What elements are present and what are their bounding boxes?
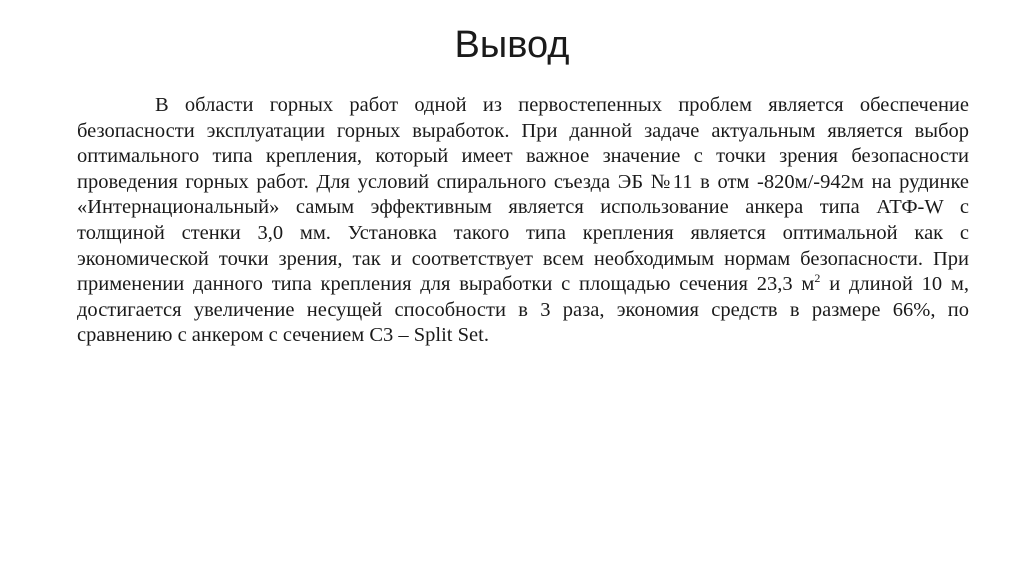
slide-title: Вывод (454, 24, 570, 66)
conclusion-paragraph (77, 93, 969, 349)
area-unit-superscript: 2 (814, 271, 821, 286)
paragraph-text-part-1: В области горных работ одной из первостепенных проблем является обеспечение безопасности эксплуатации горных выработок. При данной задаче актуальным является выбор оптимального типа крепления, который имеет важное значение с точки зрения безопасности проведения горных работ. Для условий спирального съезда ЭБ №11 в отм -820м/-942м на рудинке «Интернациональный» самым эффективным является использование анкера типа АТФ-W с толщиной стенки 3,0 мм. Установка такого типа крепления является оптимальной как с экономической точки зрения, так и соответствует всем необходимым нормам безопасности. При применении данного типа крепления для выработки с площадью сечения 23,3 м (77, 94, 969, 296)
paragraph-text-part-2: и длиной 10 м, достигается увеличение несущей способности в 3 раза, экономия средств в размере 66%, по сравнению с анкером с сечением С3 – Split Set. (77, 273, 970, 347)
